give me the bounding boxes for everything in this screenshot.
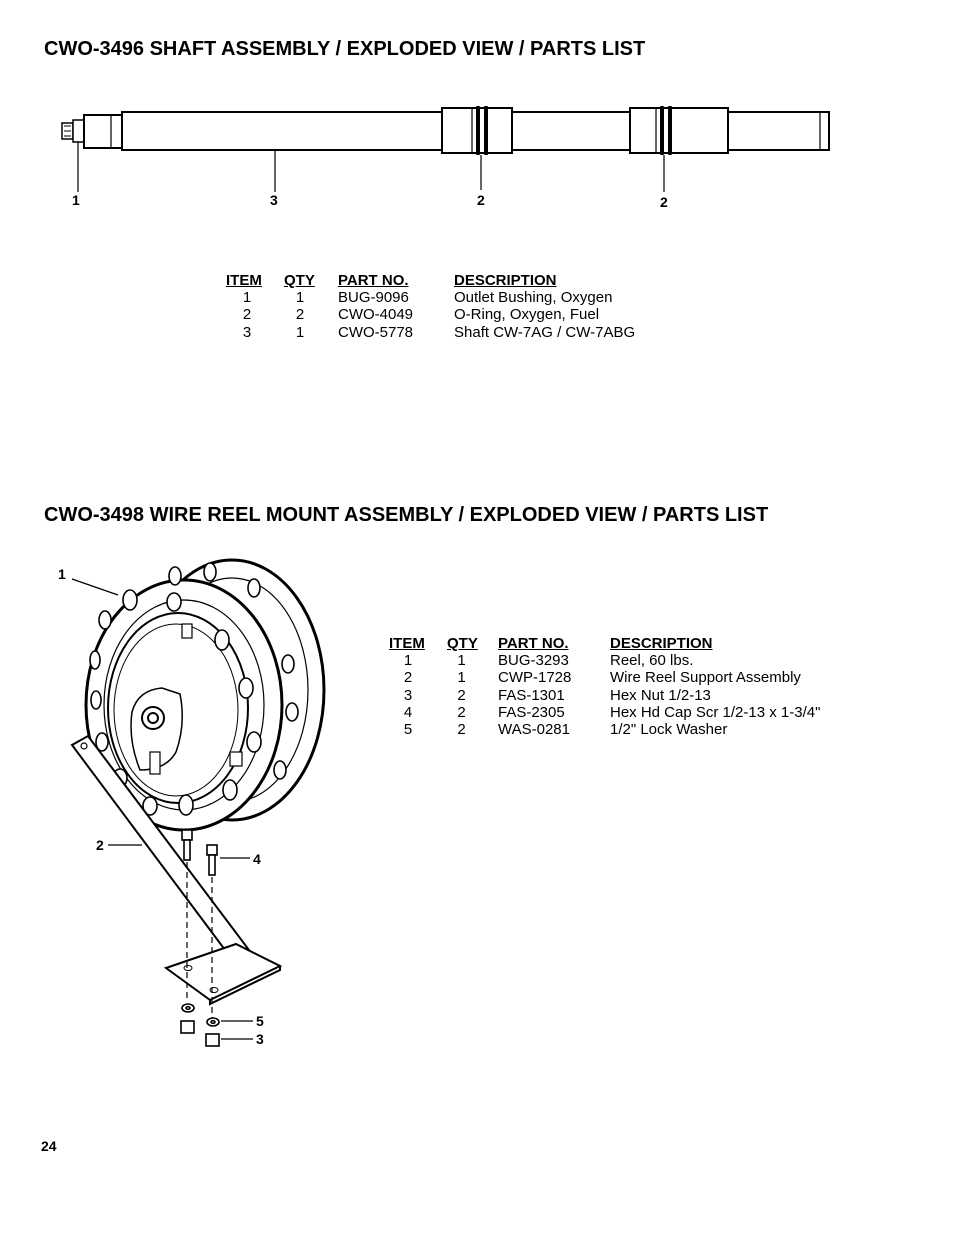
cell-qty: 2: [457, 686, 466, 704]
cell-qty: 1: [457, 669, 466, 687]
reel-parts-table: [389, 635, 820, 738]
header-item: ITEM: [389, 635, 425, 652]
cell-item: 2: [242, 306, 252, 324]
callout-reel-2: 2: [96, 837, 104, 853]
table-row: [389, 652, 820, 669]
header-part-no: PART NO.: [338, 272, 409, 289]
callout-reel-1: 1: [58, 566, 66, 582]
header-qty: QTY: [447, 635, 478, 652]
cell-part-no: BUG-9096: [338, 289, 409, 306]
cell-description: Reel, 60 lbs.: [610, 652, 694, 669]
cell-part-no: FAS-1301: [498, 686, 565, 704]
cell-item: 2: [403, 669, 413, 687]
table-header-row: [389, 635, 820, 652]
callout-shaft-2b: 2: [660, 194, 668, 210]
table-row: [389, 687, 820, 704]
cell-description: Shaft CW-7AG / CW-7ABG: [454, 323, 636, 341]
cell-part-no: CWO-4049: [338, 306, 414, 324]
header-description: DESCRIPTION: [610, 635, 713, 652]
page-number: 24: [41, 1138, 57, 1154]
cell-description: Outlet Bushing, Oxygen: [454, 289, 613, 306]
cell-part-no: WAS-0281: [498, 721, 570, 739]
header-part-no: PART NO.: [498, 635, 569, 652]
cell-description: O-Ring, Oxygen, Fuel: [454, 306, 600, 324]
callout-shaft-2a: 2: [477, 192, 485, 208]
table-row: [389, 704, 820, 721]
cell-item: 3: [403, 686, 413, 704]
callout-shaft-3: 3: [270, 192, 278, 208]
cell-part-no: BUG-3293: [498, 652, 569, 669]
cell-qty: 1: [457, 652, 466, 669]
cell-description: Hex Hd Cap Scr 1/2-13 x 1-3/4": [610, 703, 821, 721]
cell-part-no: CWO-5778: [338, 323, 414, 341]
cell-qty: 1: [295, 289, 305, 306]
callout-shaft-1: 1: [72, 192, 80, 208]
header-description: DESCRIPTION: [454, 272, 557, 289]
cell-qty: 2: [457, 703, 466, 721]
callout-reel-4: 4: [253, 851, 261, 867]
cell-qty: 2: [457, 721, 466, 739]
reel-section-title: CWO-3498 WIRE REEL MOUNT ASSEMBLY / EXPLODED VIEW / PARTS LIST: [44, 504, 769, 526]
callout-reel-5: 5: [256, 1013, 264, 1029]
cell-qty: 1: [295, 323, 305, 341]
cell-part-no: CWP-1728: [498, 669, 572, 687]
cell-item: 4: [403, 703, 413, 721]
cell-item: 1: [242, 289, 252, 306]
cell-item: 1: [403, 652, 413, 669]
cell-description: 1/2" Lock Washer: [610, 721, 728, 739]
cell-qty: 2: [295, 306, 305, 324]
cell-part-no: FAS-2305: [498, 703, 565, 721]
cell-item: 5: [403, 721, 413, 739]
table-row: [389, 721, 820, 738]
cell-item: 3: [242, 323, 252, 341]
table-row: [389, 669, 820, 686]
cell-description: Wire Reel Support Assembly: [610, 669, 801, 687]
header-item: ITEM: [226, 272, 262, 289]
callout-reel-3: 3: [256, 1031, 264, 1047]
shaft-section-title: CWO-3496 SHAFT ASSEMBLY / EXPLODED VIEW / PARTS LIST: [44, 38, 646, 60]
cell-description: Hex Nut 1/2-13: [610, 686, 711, 704]
header-qty: QTY: [284, 272, 315, 289]
